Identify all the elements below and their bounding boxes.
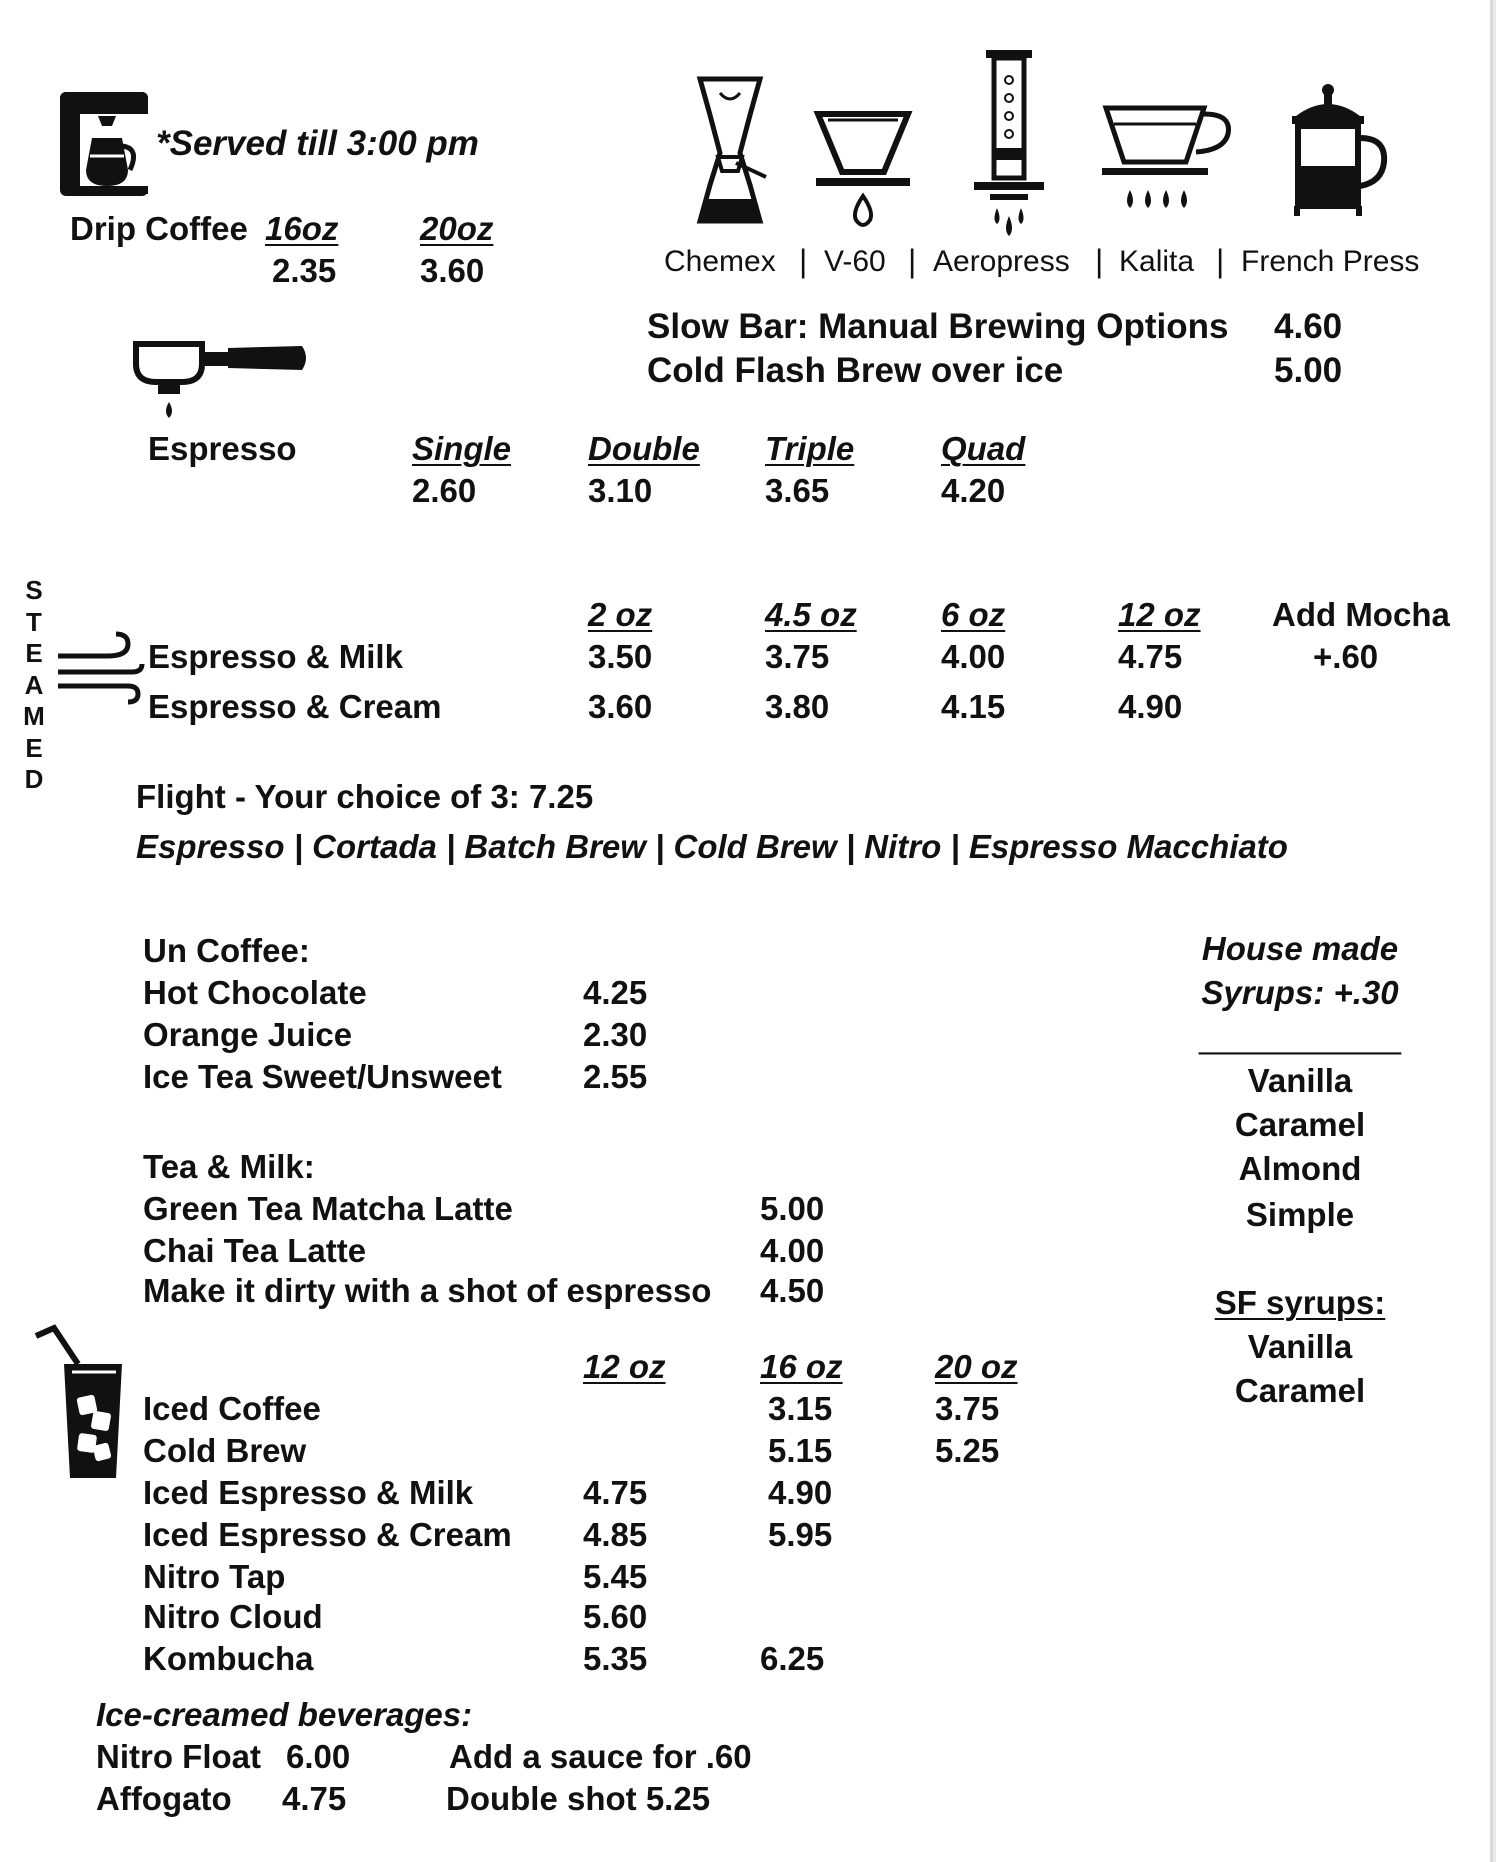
un-coffee-price: 2.55 (583, 1058, 648, 1095)
espresso-size-quad: Quad (941, 430, 1026, 467)
iced-price-12oz: 5.60 (583, 1598, 648, 1635)
espresso-price-triple: 3.65 (765, 472, 830, 509)
ice-creamed-title: Ice-creamed beverages: (96, 1696, 473, 1733)
nitro-float-price: 6.00 (286, 1738, 351, 1775)
brewer-label-chemex: Chemex (664, 245, 776, 278)
un-coffee-item: Hot Chocolate (143, 974, 367, 1011)
syrup-flavor: Caramel (1234, 1106, 1366, 1143)
brewer-label-v60: V-60 (824, 245, 886, 278)
espresso-price-double: 3.10 (588, 472, 653, 509)
iced-price-20oz: 3.75 (935, 1390, 1000, 1427)
add-mocha-label: Add Mocha (1272, 596, 1450, 633)
sauce-note: Add a sauce for .60 (449, 1738, 752, 1775)
brewer-separator: | (1216, 243, 1225, 279)
add-mocha-price: +.60 (1313, 638, 1379, 675)
un-coffee-price: 2.30 (583, 1016, 648, 1053)
steamed-letter: E (25, 732, 43, 763)
affogato-label: Affogato (96, 1780, 232, 1817)
syrup-flavor: Vanilla (1247, 1062, 1353, 1099)
iced-item: Iced Espresso & Milk (143, 1474, 474, 1511)
drip-size-20oz: 20oz (420, 210, 494, 247)
espresso-size-single: Single (412, 430, 512, 467)
iced-item: Kombucha (143, 1640, 314, 1677)
steamed-price: 4.75 (1118, 638, 1183, 675)
espresso-price-quad: 4.20 (941, 472, 1006, 509)
brewer-label-kalita: Kalita (1119, 245, 1195, 278)
tea-milk-price: 4.50 (760, 1272, 825, 1309)
iced-price-20oz: 5.25 (935, 1432, 1000, 1469)
steamed-size-6oz: 6 oz (941, 596, 1006, 633)
iced-price-12oz: 5.45 (583, 1558, 648, 1595)
syrups-divider: ___________ (1199, 1018, 1401, 1055)
espresso-size-double: Double (588, 430, 700, 467)
steamed-row-label: Espresso & Milk (148, 638, 403, 675)
syrup-flavor: Simple (1245, 1196, 1355, 1233)
steam-icon (54, 630, 146, 710)
steamed-price: 4.90 (1118, 688, 1183, 725)
brewer-separator: | (799, 243, 808, 279)
affogato-price: 4.75 (282, 1780, 347, 1817)
iced-price-12oz: 5.35 (583, 1640, 648, 1677)
iced-size-12oz: 12 oz (583, 1348, 666, 1385)
steamed-letter: M (23, 701, 45, 731)
espresso-price-single: 2.60 (412, 472, 477, 509)
iced-price-16oz: 5.15 (768, 1432, 833, 1469)
sf-syrup-flavor: Vanilla (1247, 1328, 1353, 1365)
chemex-icon (690, 75, 770, 230)
drip-price-20oz: 3.60 (420, 252, 485, 289)
tea-milk-price: 5.00 (760, 1190, 825, 1227)
steamed-letter: D (24, 764, 44, 794)
flight-title: Flight - Your choice of 3: 7.25 (136, 778, 594, 815)
tea-milk-item: Green Tea Matcha Latte (143, 1190, 513, 1227)
iced-size-20oz: 20 oz (935, 1348, 1018, 1385)
tea-milk-price: 4.00 (760, 1232, 825, 1269)
cold-flash-price: 5.00 (1274, 351, 1343, 390)
nitro-float-label: Nitro Float (96, 1738, 261, 1775)
steamed-price: 4.15 (941, 688, 1006, 725)
steamed-letter: A (24, 669, 44, 700)
v60-icon (812, 108, 914, 233)
brewer-separator: | (1095, 243, 1104, 279)
steamed-letter: S (25, 575, 43, 605)
un-coffee-item: Orange Juice (143, 1016, 353, 1053)
iced-size-16oz: 16 oz (760, 1348, 843, 1385)
brewer-label-aeropress: Aeropress (933, 245, 1070, 278)
iced-item: Cold Brew (143, 1432, 307, 1469)
portafilter-icon (132, 340, 312, 420)
steamed-price: 3.50 (588, 638, 653, 675)
drip-price-16oz: 2.35 (272, 252, 337, 289)
iced-price-12oz: 4.85 (583, 1516, 648, 1553)
kalita-icon (1100, 100, 1235, 220)
un-coffee-title: Un Coffee: (143, 932, 310, 969)
steamed-price: 4.00 (941, 638, 1006, 675)
slow-bar-label: Slow Bar: Manual Brewing Options (647, 307, 1229, 346)
iced-price-16oz: 3.15 (768, 1390, 833, 1427)
aeropress-icon (972, 48, 1046, 240)
brewer-separator: | (908, 243, 917, 279)
tea-milk-item: Make it dirty with a shot of espresso (143, 1272, 712, 1309)
sf-syrups-title: SF syrups: (1214, 1284, 1386, 1321)
syrups-title-line2: Syrups: +.30 (1201, 974, 1399, 1011)
french-press-icon (1282, 82, 1392, 217)
drip-coffee-label: Drip Coffee (70, 210, 248, 247)
steamed-vertical-label (22, 575, 46, 796)
sf-syrup-flavor: Caramel (1234, 1372, 1366, 1409)
steamed-letter: T (26, 606, 42, 637)
brewer-label-french-press: French Press (1241, 245, 1420, 278)
drip-size-16oz: 16oz (265, 210, 339, 247)
slow-bar-price: 4.60 (1274, 307, 1343, 346)
iced-item: Nitro Cloud (143, 1598, 323, 1635)
steamed-size-4-5oz: 4.5 oz (765, 596, 857, 633)
iced-price-16oz: 6.25 (760, 1640, 825, 1677)
steamed-price: 3.60 (588, 688, 653, 725)
syrup-flavor: Almond (1238, 1150, 1362, 1187)
coffee-maker-icon (58, 90, 152, 200)
un-coffee-price: 4.25 (583, 974, 648, 1011)
espresso-size-triple: Triple (765, 430, 855, 467)
iced-price-12oz: 4.75 (583, 1474, 648, 1511)
iced-item: Iced Coffee (143, 1390, 321, 1427)
espresso-label: Espresso (148, 430, 297, 467)
tea-milk-title: Tea & Milk: (143, 1148, 315, 1185)
steamed-letter: E (25, 638, 43, 668)
steamed-price: 3.75 (765, 638, 830, 675)
iced-item: Iced Espresso & Cream (143, 1516, 512, 1553)
iced-drink-icon (32, 1324, 128, 1482)
flight-options: Espresso | Cortada | Batch Brew | Cold Brew | Nitro | Espresso Macchiato (136, 828, 1288, 865)
iced-price-16oz: 4.90 (768, 1474, 833, 1511)
double-shot-note: Double shot 5.25 (446, 1780, 711, 1817)
syrups-title-line1: House made (1201, 930, 1399, 967)
steamed-row-label: Espresso & Cream (148, 688, 442, 725)
served-till-note: *Served till 3:00 pm (156, 124, 479, 163)
steamed-size-2oz: 2 oz (588, 596, 653, 633)
steamed-size-12oz: 12 oz (1118, 596, 1201, 633)
cold-flash-label: Cold Flash Brew over ice (647, 351, 1064, 390)
tea-milk-item: Chai Tea Latte (143, 1232, 367, 1269)
un-coffee-item: Ice Tea Sweet/Unsweet (143, 1058, 502, 1095)
iced-price-16oz: 5.95 (768, 1516, 833, 1553)
iced-item: Nitro Tap (143, 1558, 286, 1595)
steamed-price: 3.80 (765, 688, 830, 725)
